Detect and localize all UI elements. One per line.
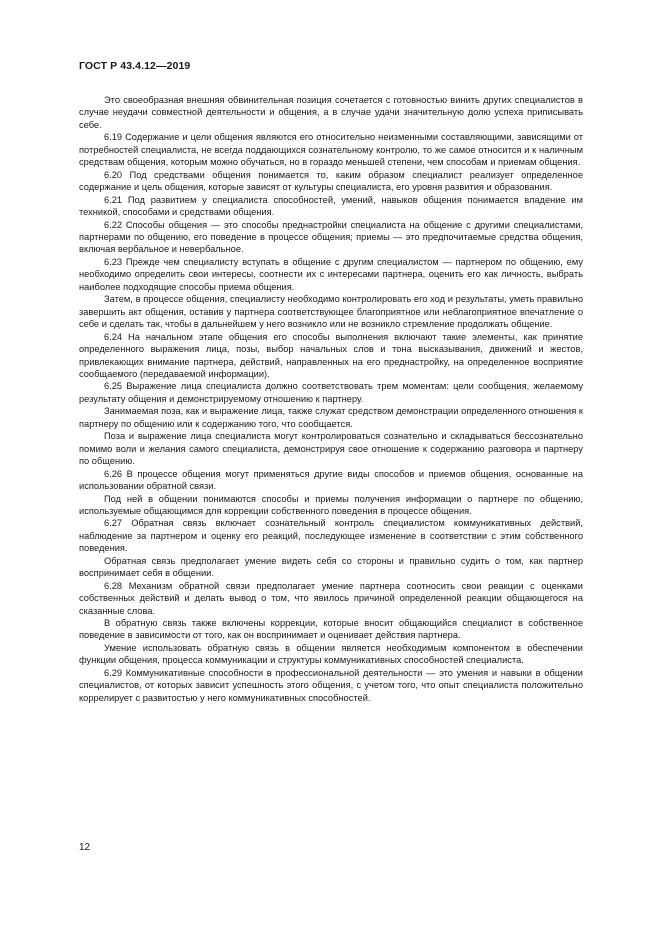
paragraph: 6.21 Под развитием у специалиста способностей, умений, навыков общения понимается владение им техникой, способами и средствами общения. [79,194,583,218]
paragraph: 6.23 Прежде чем специалисту вступать в общение с другим специалистом — партнером по общению, ему необходимо определить свои интересы, соотнести их с интересами партнера, оценить его как личность, выбрать наиболее подходящие способы приема общения. [79,256,583,292]
paragraph: 6.29 Коммуникативные способности в профессиональной деятельности — это умения и навыки в общении специалистов, от которых зависит успешность этого общения, с учетом того, что опыт специалиста положительно коррелирует с развитостью у него коммуникативных способностей. [79,667,583,703]
page-number: 12 [79,842,91,853]
paragraph: Занимаемая поза, как и выражение лица, также служат средством демонстрации определенного отношения к партнеру по общению или к содержанию того, что сообщается. [79,406,583,429]
paragraph: Поза и выражение лица специалиста могут контролироваться сознательно и складываться бессознательно помимо воли и желания самого специалиста, демонстрируя свое отношение к содержанию разговора и партнеру по общению. [79,431,583,467]
paragraph: 6.19 Содержание и цели общения являются его относительно неизменными составляющими, зависящими от потребностей специалиста, не всегда поддающихся сознательному контролю, то же самое относится и к наличным средствам общения, которым можно обучаться, но в гораздо меньшей степени, чем способам и приемам общения. [79,132,583,168]
paragraph: 6.28 Механизм обратной связи предполагает умение партнера соотносить свои реакции с оценками собственных действий и делать вывод о том, что явилось причиной определенной реакции общающегося на сказанные слова. [79,580,583,616]
document-header: ГОСТ Р 43.4.12—2019 [79,60,191,72]
paragraph: Умение использовать обратную связь в общении является необходимым компонентом в обеспечении функции общения, процесса коммуникации и структуры коммуникативных способностей специалиста. [79,642,583,666]
paragraph: Под ней в общении понимаются способы и приемы получения информации о партнере по общению, используемые общающимся для коррекции собственного поведения в процессе общения. [79,493,583,516]
paragraph: 6.20 Под средствами общения понимается то, каким образом специалист реализует определенное содержание и цель общения, которые зависят от культуры специалиста, его уровня развития и образования. [79,169,583,193]
paragraph: Обратная связь предполагает умение видеть себя со стороны и правильно судить о том, как партнер воспринимает себя в общении. [79,555,583,579]
paragraph: В обратную связь также включены коррекции, которые вносит общающийся специалист в собственное поведение в зависимости от того, как он воспринимает и оценивает действия партнера. [79,618,583,641]
paragraph: Затем, в процессе общения, специалисту необходимо контролировать его ход и результаты, уметь правильно завершить акт общения, оставив у партнера соответствующее благоприятное или неблагоприятное впечатление о себе и сделать так, чтобы в дальнейшем у него возникло или не возникло стремление продолжать общение. [79,294,583,330]
paragraph: 6.24 На начальном этапе общения его способы выполнения включают такие элементы, как принятие определенного выражения лица, позы, выбор начальных слов и тона высказывания, движений и жестов, привлекающих внимание партнера, действий, направленных на его преднастройку, на определенное восприятие сообщаемого (передаваемой информации). [79,331,583,379]
paragraph: Это своеобразная внешняя обвинительная позиция сочетается с готовностью винить других специалистов в случае неудачи совместной деятельности и общения, а в случае удачи значительную долю успеха приписывать себе. [79,95,583,130]
paragraph: 6.26 В процессе общения могут применяться другие виды способов и приемов общения, основанные на использовании обратной связи. [79,468,583,492]
document-body [79,94,583,704]
paragraph: 6.27 Обратная связь включает сознательный контроль специалистом коммуникативных действий, наблюдение за партнером и оценку его реакций, последующее изменение в соответствии с этим собственного поведения. [79,518,583,554]
paragraph: 6.25 Выражение лица специалиста должно соответствовать трем моментам: цели сообщения, желаемому результату общения и демонстрируемому отношению к партнеру. [79,381,583,404]
paragraph: 6.22 Способы общения — это способы преднастройки специалиста на общение с другими специалистами, партнерами по общению, его поведение в процессе общения; приемы — это предпочитаемые средства общения, включая вербальное и невербальное. [79,219,583,255]
